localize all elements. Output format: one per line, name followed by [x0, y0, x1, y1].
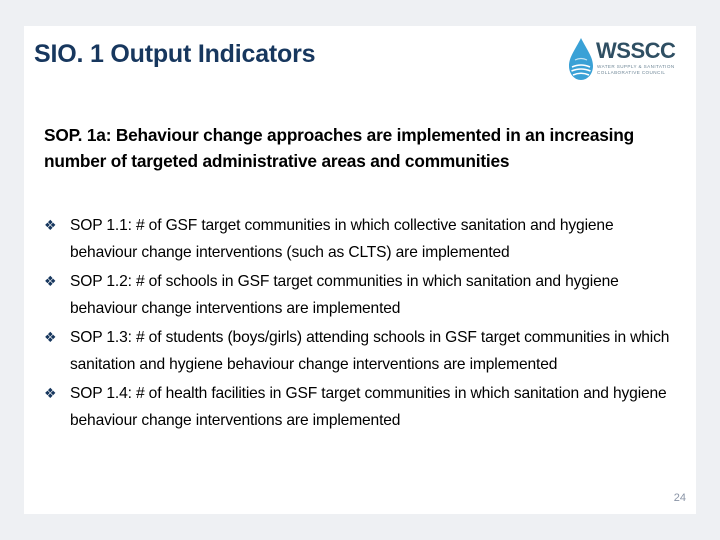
diamond-bullet-icon: ❖	[44, 273, 57, 289]
indicator-item	[44, 212, 684, 266]
indicator-text: SOP 1.1: # of GSF target communities in which collective sanitation and hygiene behaviour change interventions (such as CLTS) are implemented	[70, 217, 614, 261]
indicator-item	[44, 324, 684, 378]
page-number: 24	[673, 492, 686, 504]
indicator-list	[44, 212, 684, 436]
logo-wordmark: WSSCC	[596, 38, 676, 63]
logo-subtitle	[597, 64, 675, 76]
indicator-text: SOP 1.4: # of health facilities in GSF target communities in which sanitation and hygiene behaviour change interventions are implemented	[70, 385, 667, 429]
water-drop-icon	[566, 36, 596, 82]
logo-subtitle-line1: WATER SUPPLY & SANITATION	[597, 64, 675, 69]
indicator-item	[44, 380, 684, 434]
indicator-text: SOP 1.3: # of students (boys/girls) attending schools in GSF target communities in which sanitation and hygiene behaviour change interventions are implemented	[70, 329, 670, 373]
diamond-bullet-icon: ❖	[44, 217, 57, 233]
indicator-item	[44, 268, 684, 322]
slide-title: SIO. 1 Output Indicators	[34, 40, 316, 68]
logo-subtitle-line2: COLLABORATIVE COUNCIL	[597, 70, 666, 75]
sop-heading: SOP. 1a: Behaviour change approaches are implemented in an increasing number of targeted administrative areas and communities	[44, 125, 634, 171]
indicator-text: SOP 1.2: # of schools in GSF target communities in which sanitation and hygiene behaviour change interventions are implemented	[70, 273, 619, 317]
wsscc-logo	[566, 34, 691, 84]
diamond-bullet-icon: ❖	[44, 385, 57, 401]
diamond-bullet-icon: ❖	[44, 329, 57, 345]
slide	[24, 26, 696, 514]
